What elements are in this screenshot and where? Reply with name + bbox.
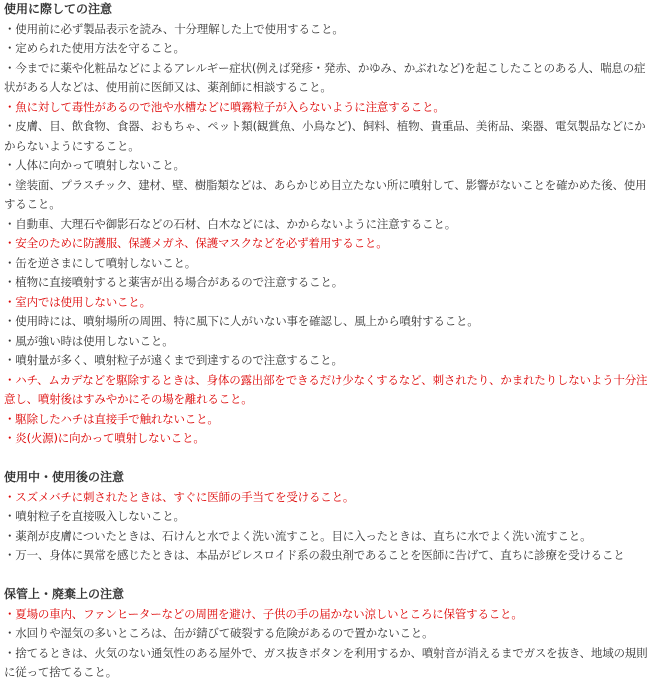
caution-item: ・定められた使用方法を守ること。 xyxy=(4,41,185,55)
section-storage-disposal xyxy=(4,585,650,683)
section-title: 使用中・使用後の注意 xyxy=(4,470,125,484)
warning-item: ・駆除したハチは直接手で触れないこと。 xyxy=(4,411,219,426)
warning-item: ・夏場の車内、ファンヒーターなどの周囲を避け、子供の手の届かない涼しいところに保管すること。 xyxy=(4,606,523,621)
caution-item: ・使用前に必ず製品表示を読み、十分理解した上で使用すること。 xyxy=(4,21,344,36)
caution-item: ・使用時には、噴射場所の周囲、特に風下に人がいない事を確認し、風上から噴射すること。 xyxy=(4,314,479,328)
warning-item: ・ハチ、ムカデなどを駆除するときは、身体の露出部をできるだけ少なくするなど、刺されたり、かまれたりしないよう十分注意し、噴射後はすみやかにその場を離れること。 xyxy=(4,372,648,406)
caution-item: ・薬剤が皮膚についたときは、石けんと水でよく洗い流すこと。目に入ったときは、直ちに水でよく洗い流すこと。 xyxy=(4,528,592,543)
caution-list xyxy=(4,20,650,449)
caution-item: ・皮膚、目、飲食物、食器、おもちゃ、ペット類(観賞魚、小鳥など)、飼料、植物、貴重品、美術品、楽器、電気製品などにかからないようにすること。 xyxy=(4,119,646,153)
warning-item: ・スズメバチに刺されたときは、すぐに医師の手当てを受けること。 xyxy=(4,489,355,504)
section-title: 保管上・廃棄上の注意 xyxy=(4,587,125,601)
section-gap xyxy=(4,566,650,586)
section-gap xyxy=(4,449,650,469)
caution-item: ・風が強い時は使用しないこと。 xyxy=(4,333,174,348)
caution-item: ・噴射粒子を直接吸入しないこと。 xyxy=(4,509,185,523)
section-during-after-use xyxy=(4,468,650,566)
warning-item: ・室内では使用しないこと。 xyxy=(4,294,151,309)
caution-item: ・水回りや湿気の多いところは、缶が錆びて破裂する危険があるので置かないこと。 xyxy=(4,626,434,640)
caution-item: ・万一、身体に異常を感じたときは、本品がピレスロイド系の殺虫剤であることを医師に告げて、直ちに診療を受けること xyxy=(4,548,625,562)
section-usage-caution xyxy=(4,0,650,449)
section-title: 使用に際しての注意 xyxy=(4,2,113,16)
caution-item: ・人体に向かって噴射しないこと。 xyxy=(4,158,185,172)
caution-item: ・植物に直接噴射すると薬害が出る場合があるので注意すること。 xyxy=(4,275,343,289)
caution-list xyxy=(4,605,650,683)
caution-item: ・塗装面、プラスチック、建材、壁、樹脂類などは、あらかじめ目立たない所に噴射して、影響がないことを確かめた後、使用すること。 xyxy=(4,177,647,211)
caution-item: ・噴射量が多く、噴射粒子が遠くまで到達するので注意すること。 xyxy=(4,353,343,367)
warning-item: ・安全のために防護服、保護メガネ、保護マスクなどを必ず着用すること。 xyxy=(4,236,388,250)
caution-item: ・今までに薬や化粧品などによるアレルギー症状(例えば発疹・発赤、かゆみ、かぶれなど)を起こしたことのある人、喘息の症状がある人などは、使用前に医師又は、薬剤師に相談すること。 xyxy=(4,60,646,94)
caution-item: ・缶を逆さまにして噴射しないこと。 xyxy=(4,255,197,270)
caution-item: ・自動車、大理石や御影石などの石材、白木などには、かからないように注意すること。 xyxy=(4,216,456,231)
warning-item: ・炎(火源)に向かって噴射しないこと。 xyxy=(4,431,205,445)
warning-item: ・魚に対して毒性があるので池や水槽などに噴霧粒子が入らないように注意すること。 xyxy=(4,99,445,114)
caution-item: ・捨てるときは、火気のない通気性のある屋外で、ガス抜きボタンを利用するか、噴射音が消えるまでガスを抜き、地域の規則に従って捨てること。 xyxy=(4,645,648,679)
caution-list xyxy=(4,488,650,566)
